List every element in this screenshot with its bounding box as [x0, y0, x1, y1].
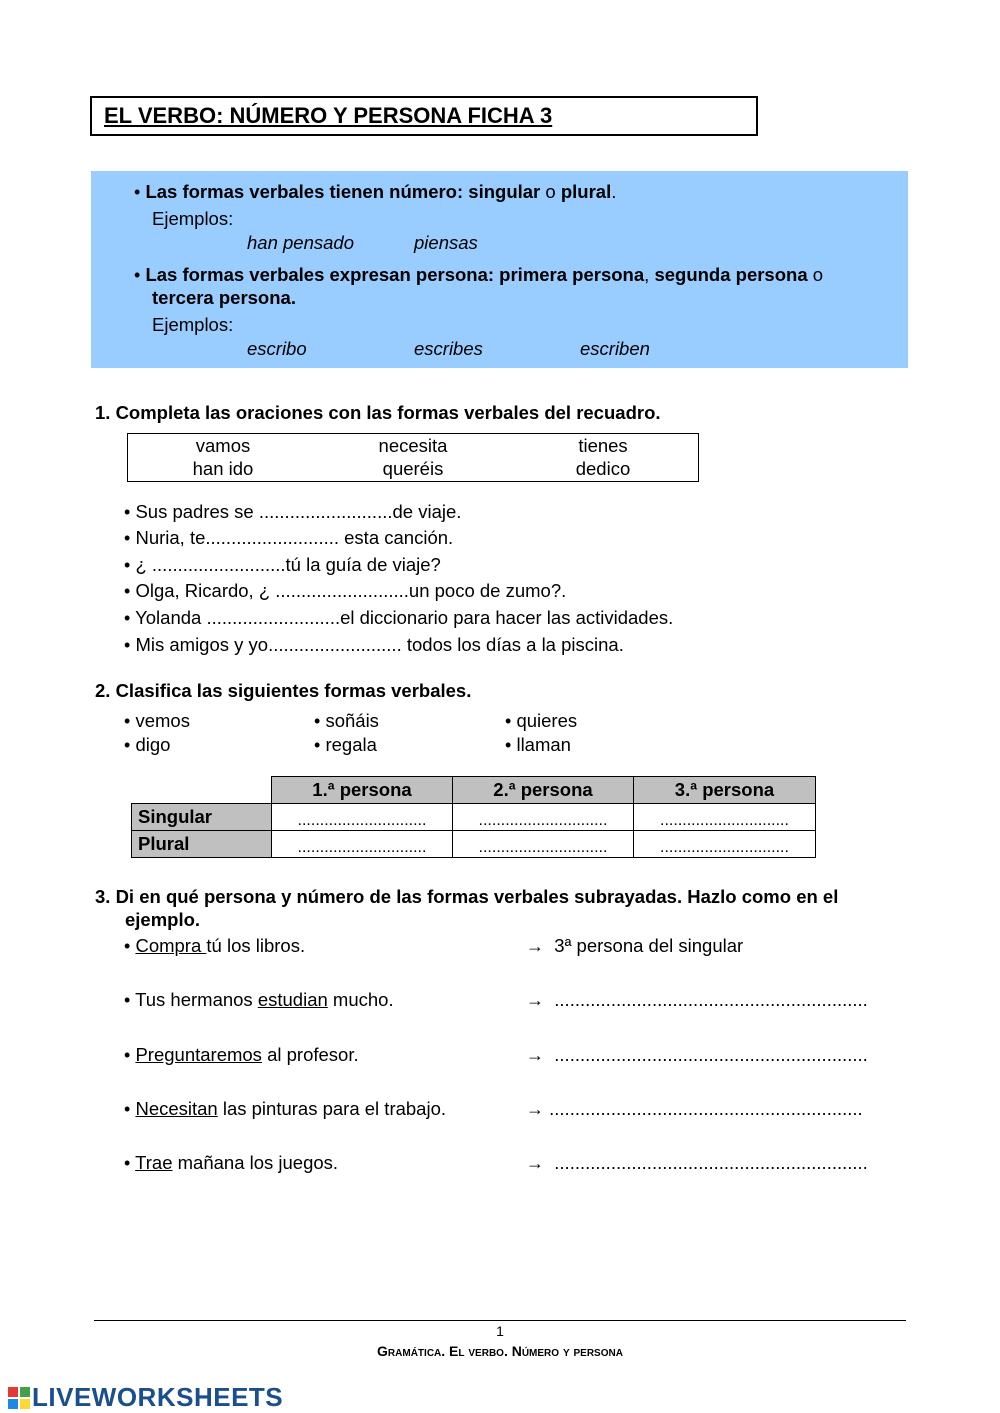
arrow-icon: →: [526, 1153, 544, 1173]
footer-title: Gramática. El verbo. Número y persona: [377, 1343, 623, 1359]
sentence-item[interactable]: • Olga, Ricardo, ¿ ..........................un poco de zumo?.: [124, 580, 567, 601]
row-header: Singular: [132, 804, 272, 831]
exercise-2-heading: 2. Clasifica las siguientes formas verbales.: [95, 680, 472, 701]
info-bullet-2: • Las formas verbales expresan persona: primera persona, segunda persona o: [134, 264, 824, 285]
ex3-answer[interactable]: → .............................................................: [526, 1098, 863, 1119]
col-header: 2.ª persona: [453, 777, 634, 804]
word-box-item: dedico: [575, 458, 631, 479]
row-header: Plural: [132, 831, 272, 858]
example-word: escribes: [414, 338, 483, 359]
ejemplos-label-1: Ejemplos:: [152, 208, 234, 229]
ex3-item: • Trae mañana los juegos.: [124, 1152, 339, 1173]
verb-form: • quieres: [505, 710, 578, 731]
col-header: 1.ª persona: [272, 777, 453, 804]
answer-cell[interactable]: .............................: [453, 804, 634, 831]
word-box: [127, 433, 699, 482]
example-word: piensas: [414, 232, 478, 253]
page-number: 1: [496, 1323, 504, 1339]
ex3-item: • Necesitan las pinturas para el trabajo.: [124, 1098, 447, 1119]
ex3-answer[interactable]: → .............................................................: [526, 989, 868, 1010]
ex3-item: • Preguntaremos al profesor.: [124, 1044, 359, 1065]
ejemplos-label-2: Ejemplos:: [152, 314, 234, 335]
liveworksheets-logo[interactable]: LIVEWORKSHEETS: [8, 1382, 283, 1413]
exercise-3-heading-line2: ejemplo.: [125, 909, 201, 930]
verb-form: • vemos: [124, 710, 190, 731]
word-box-item: vamos: [195, 435, 251, 456]
exercise-3-heading: 3. Di en qué persona y número de las formas verbales subrayadas. Hazlo como en el: [95, 886, 839, 907]
verb-form: • regala: [314, 734, 377, 755]
example-word: escribo: [247, 338, 307, 359]
ex3-answer: → 3ª persona del singular: [526, 935, 744, 956]
sentence-item[interactable]: • Yolanda ..........................el diccionario para hacer las actividades.: [124, 607, 674, 628]
arrow-icon: →: [526, 1099, 544, 1119]
verb-form: • llaman: [505, 734, 571, 755]
ex3-item: • Tus hermanos estudian mucho.: [124, 989, 394, 1010]
answer-cell[interactable]: .............................: [634, 804, 816, 831]
verb-form: • digo: [124, 734, 171, 755]
example-word: escriben: [580, 338, 650, 359]
example-word: han pensado: [247, 232, 354, 253]
answer-cell[interactable]: .............................: [272, 831, 453, 858]
verb-form: • soñáis: [314, 710, 379, 731]
sentence-item[interactable]: • Nuria, te.......................... esta canción.: [124, 527, 454, 548]
word-box-item: necesita: [378, 435, 448, 456]
answer-cell[interactable]: .............................: [272, 804, 453, 831]
answer-cell[interactable]: .............................: [453, 831, 634, 858]
liveworksheets-logo-icon: [8, 1387, 30, 1409]
table-corner: [132, 777, 272, 804]
ex3-answer[interactable]: → .............................................................: [526, 1152, 868, 1173]
word-box-item: han ido: [192, 458, 254, 479]
page-title: EL VERBO: NÚMERO Y PERSONA FICHA 3: [104, 103, 553, 128]
footer-divider: [94, 1320, 906, 1321]
info-bullet-2-line2: tercera persona.: [152, 287, 296, 308]
exercise-1-heading: 1. Completa las oraciones con las formas verbales del recuadro.: [95, 402, 661, 423]
ex3-answer[interactable]: → .............................................................: [526, 1044, 868, 1065]
col-header: 3.ª persona: [634, 777, 816, 804]
sentence-item[interactable]: • Mis amigos y yo.......................... todos los días a la piscina.: [124, 634, 624, 655]
sentence-item[interactable]: • Sus padres se ..........................de viaje.: [124, 501, 462, 522]
word-box-item: queréis: [382, 458, 444, 479]
word-box-item: tienes: [578, 435, 628, 456]
arrow-icon: →: [526, 990, 544, 1010]
arrow-icon: →: [526, 1045, 544, 1065]
ex3-item: • Compra tú los libros.: [124, 935, 306, 956]
arrow-icon: →: [526, 936, 544, 956]
answer-cell[interactable]: .............................: [634, 831, 816, 858]
info-bullet-1: • Las formas verbales tienen número: singular o plural.: [134, 181, 617, 202]
sentence-item[interactable]: • ¿ ..........................tú la guía de viaje?: [124, 554, 441, 575]
classification-table: [131, 776, 816, 858]
